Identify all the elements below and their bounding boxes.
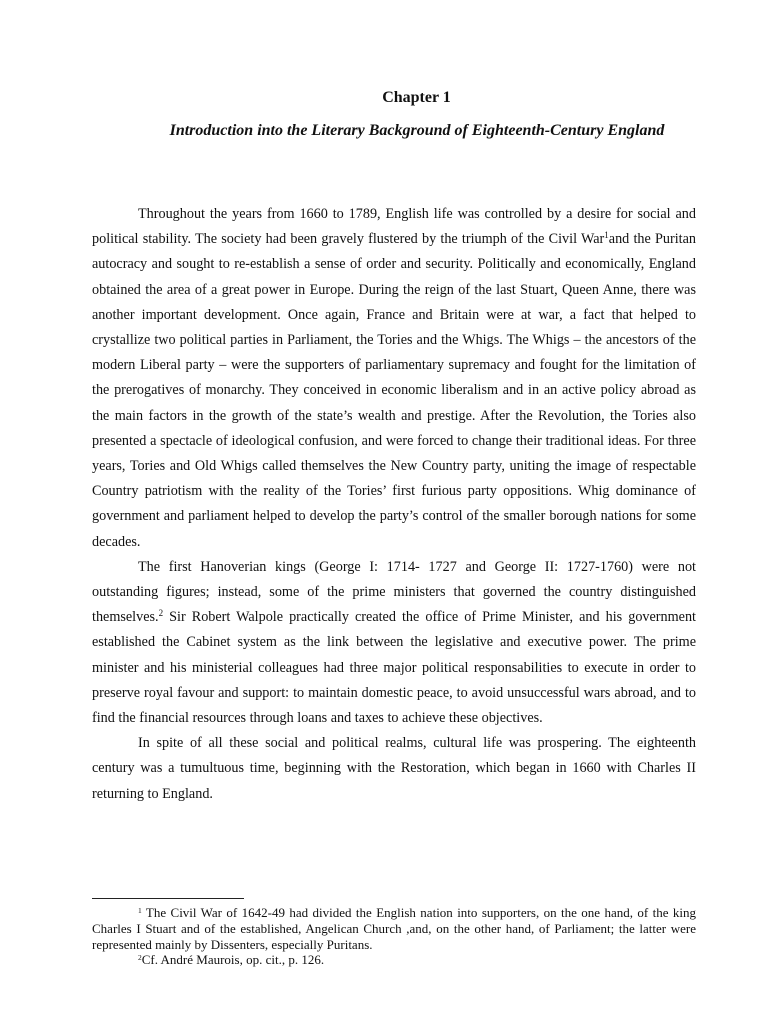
footnote-reference-1[interactable]: 1 [604,230,609,241]
footnote-mark: 1 [138,906,142,915]
chapter-title: Introduction into the Literary Background of Eighteenth-Century England [169,122,665,139]
paragraph-1 [92,202,696,555]
paragraph-text: The first Hanoverian kings (George I: 1714- 1727 and George II: 1727-1760) were not outstanding figures; instead, some of the prime ministers that governed the country distinguished themselves. [92,558,696,626]
paragraph-text: Throughout the years from 1660 to 1789, English life was controlled by a desire for social and political stability. The society had been gravely flustered by the triumph of the Civil War [92,206,696,248]
footnote-mark: 2 [138,953,142,963]
paragraph-2 [92,555,696,731]
footnote-separator [92,898,244,899]
footnote-text: Cf. André Maurois, op. cit., p. 126. [141,952,325,968]
paragraph-text: Sir Robert Walpole practically created the office of Prime Minister, and his government established the Cabinet system as the link between the legislative and executive power. The prime minister and his ministerial colleagues had three major political responsabilities to execute in order to preserve royal favour and support: to maintain domestic peace, to avoid unsuccessful wars abroad, and to find the financial resources through loans and taxes to achieve these objectives. [92,609,696,727]
chapter-number: Chapter 1 [382,89,451,106]
footnotes [92,905,696,968]
paragraph-text: and the Puritan autocracy and sought to re-establish a sense of order and security. Politically and economically, England obtained the area of a great power in Europe. During the reign of the last Stuart, Queen Anne, there was another important development. Once again, France and Britain were at war, a fact that helped to crystallize two political parties in Parliament, the Tories and the Whigs. The Whigs – the ancestors of the modern Liberal party – were the supporters of parliamentary supremacy and fought for the limitation of the prerogatives of monarchy. They conceived in economic liberalism and in an active policy abroad as the main factors in the growth of the state’s wealth and prestige. After the Revolution, the Tories also presented a spectacle of ideological confusion, and were forced to change their traditional ideas. For three years, Tories and Old Whigs called themselves the New Country party, uniting the image of respectable Country patriotism with the reality of the Tories’ first furious party oppositions. Whig dominance of government and parliament helped to develop the party’s control of the smaller borough nations for some decades. [92,231,696,550]
paragraph-3: In spite of all these social and political realms, cultural life was prospering. The eighteenth century was a tumultuous time, beginning with the Restoration, which began in 1660 with Charles II returning to England. [92,735,696,802]
footnote-1 [92,905,696,952]
body-text [92,202,696,807]
footnote-reference-2[interactable]: 2 [158,608,164,619]
footnote-text: The Civil War of 1642-49 had divided the English nation into supporters, on the one hand, of the king Charles I Stuart and of the established, Angelican Church ,and, on the other hand, of Parliament; the latter were represented mainly by Dissenters, especially Puritans. [92,905,696,952]
footnote-2 [92,952,696,968]
